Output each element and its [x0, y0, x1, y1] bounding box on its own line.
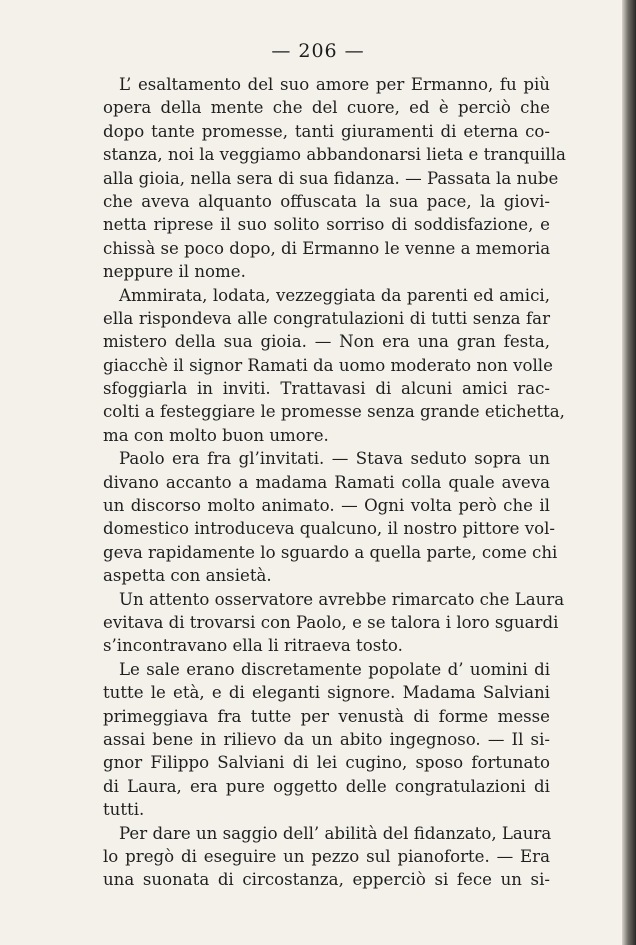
text-line: s’incontravano ella li ritraeva tosto. — [103, 636, 403, 656]
text-line: Paolo era fra gl’invitati. — Stava seduto sopra un — [119, 449, 550, 469]
text-line: che aveva alquanto offuscata la sua pace, la giovi- — [103, 191, 550, 211]
paragraph — [103, 588, 565, 658]
text-line: assai bene in rilievo da un abito ingegnoso. — Il si- — [103, 729, 550, 749]
text-line: mistero della sua gioia. — Non era una gran festa, — [103, 332, 550, 352]
text-line: neppure il nome. — [103, 262, 246, 282]
text-line: primeggiava fra tutte per venustà di forme messe — [103, 706, 550, 726]
text-line: Per dare un saggio dell’ abilità del fidanzato, Laura — [119, 823, 552, 843]
paragraph — [103, 284, 565, 448]
text-line: giacchè il signor Ramati da uomo moderato non volle — [103, 355, 553, 375]
text-line: un discorso molto animato. — Ogni volta però che il — [103, 496, 550, 516]
page-binding-shadow — [622, 0, 636, 945]
text-line: alla gioia, nella sera di sua fidanza. — Passata la nube — [103, 168, 559, 188]
paragraph — [103, 73, 566, 284]
text-line: colti a festeggiare le promesse senza grande etichetta, — [103, 402, 565, 422]
text-line: netta riprese il suo solito sorriso di soddisfazione, e — [103, 215, 550, 235]
text-line: opera della mente che del cuore, ed è perciò che — [103, 98, 550, 118]
text-line: Le sale erano discretamente popolate d’ uomini di — [119, 659, 550, 679]
text-line: Un attento osservatore avrebbe rimarcato che Laura — [119, 589, 565, 609]
text-line: L’ esaltamento del suo amore per Ermanno, fu più — [119, 75, 550, 94]
text-line: tutti. — [103, 800, 145, 820]
text-line: di Laura, era pure oggetto delle congratulazioni di — [103, 776, 550, 796]
text-line: gnor Filippo Salviani di lei cugino, sposo fortunato — [103, 753, 550, 773]
text-line: Ammirata, lodata, vezzeggiata da parenti ed amici, — [119, 285, 550, 305]
text-line: aspetta con ansietà. — [103, 566, 272, 586]
text-line: stanza, noi la veggiamo abbandonarsi lieta e tranquilla — [103, 145, 566, 165]
text-line: una suonata di circostanza, epperciò si fece un si- — [103, 870, 550, 890]
paragraph — [103, 822, 550, 892]
text-line: chissà se poco dopo, di Ermanno le venne a memoria — [103, 238, 551, 258]
text-line: ma con molto buon umore. — [103, 425, 329, 445]
text-line: divano accanto a madama Ramati colla quale aveva — [103, 472, 550, 492]
text-line: ella rispondeva alle congratulazioni di tutti senza far — [103, 308, 550, 328]
text-line: lo pregò di eseguire un pezzo sul pianoforte. — Era — [103, 846, 550, 866]
text-line: sfoggiarla in inviti. Trattavasi di alcuni amici rac- — [103, 379, 550, 399]
page-number: — 206 — — [271, 40, 365, 62]
text-line: evitava di trovarsi con Paolo, e se talora i loro sguardi — [103, 612, 559, 632]
paragraph — [103, 658, 550, 822]
text-line: domestico introduceva qualcuno, il nostro pittore vol- — [103, 519, 555, 539]
text-line: tutte le età, e di eleganti signore. Madama Salviani — [103, 683, 550, 703]
text-line: geva rapidamente lo sguardo a quella parte, come chi — [103, 542, 558, 562]
paragraph — [103, 447, 558, 587]
body-text — [103, 73, 566, 892]
text-line: dopo tante promesse, tanti giuramenti di eterna co- — [103, 121, 550, 141]
